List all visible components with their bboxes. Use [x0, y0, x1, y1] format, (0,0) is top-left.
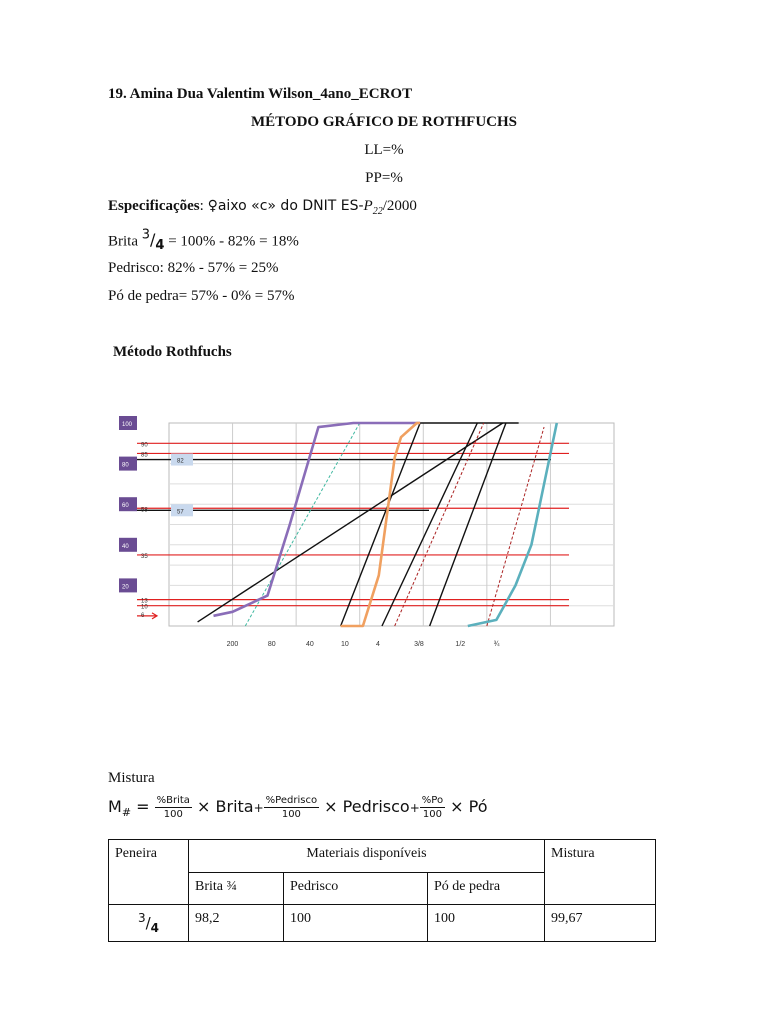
cell-pedrisco: 100	[284, 905, 428, 942]
specifications-text: ♀aixo «c» do DNIT ES-	[207, 198, 364, 214]
specifications-p: P	[363, 198, 373, 214]
cell-frac-num: 3	[137, 911, 146, 925]
y-badge-label: 60	[122, 503, 129, 510]
header-mistura: Mistura	[545, 840, 656, 905]
highlight-label-text: 57	[177, 509, 184, 516]
cell-po: 100	[428, 905, 545, 942]
x-tick-label: 200	[226, 641, 239, 648]
red-arrow	[137, 613, 157, 619]
specifications-p-sub: 22	[372, 206, 383, 217]
brita-label: Brita	[108, 233, 138, 250]
specifications-year: /2000	[382, 198, 417, 214]
header-materiais: Materiais disponíveis	[189, 840, 545, 873]
ll-line: LL=%	[364, 142, 404, 158]
rothfuchs-chart	[109, 398, 672, 705]
x-tick-label: 4	[375, 641, 380, 648]
frac-brita-den: 100	[163, 809, 183, 820]
y-badge-label: 100	[122, 422, 133, 428]
document-title: 19. Amina Dua Valentim Wilson_4ano_ECROT	[108, 86, 413, 102]
formula-plus-1: +	[253, 801, 264, 815]
cell-brita: 98,2	[189, 905, 284, 942]
y-badge-label: 20	[122, 584, 129, 591]
cell-frac-den: 4	[150, 921, 160, 935]
mixture-table	[108, 839, 656, 942]
pedrisco-line: Pedrisco: 82% - 57% = 25%	[108, 260, 279, 276]
specifications-colon: :	[199, 198, 204, 214]
y-tick-label: 90	[141, 442, 148, 449]
y-tick-label: 13	[141, 598, 148, 605]
formula-plus-2: +	[409, 801, 420, 815]
x-tick-label: 10	[341, 641, 349, 648]
x-tick-label: 80	[267, 641, 276, 648]
frac-po-den: 100	[422, 809, 442, 820]
subheader-pedrisco: Pedrisco	[284, 873, 428, 905]
x-tick-label: 40	[306, 641, 314, 648]
formula-pedrisco: Pedrisco	[342, 797, 410, 816]
method-title: MÉTODO GRÁFICO DE ROTHFUCHS	[251, 114, 517, 130]
mixture-formula	[108, 794, 488, 821]
frac-brita-num: %Brita	[156, 795, 190, 806]
subheader-po: Pó de pedra	[428, 873, 545, 905]
frac-po-num: %Po	[421, 795, 444, 806]
frac-pedrisco-den: 100	[281, 809, 301, 820]
y-tick-label: 35	[141, 553, 148, 560]
frac-pedrisco-num: %Pedrisco	[265, 795, 318, 806]
header-peneira: Peneira	[109, 840, 189, 905]
subheader-brita: Brita ¾	[189, 873, 284, 905]
x-tick-label: 3/8	[414, 641, 424, 648]
brita-value: = 100% - 82% = 18%	[168, 233, 299, 250]
po-line: Pó de pedra= 57% - 0% = 57%	[108, 288, 295, 304]
section-title: Método Rothfuchs	[113, 344, 232, 360]
formula-times-3: ×	[450, 797, 464, 816]
cell-mistura: 99,67	[545, 905, 656, 942]
formula-brita: Brita	[215, 797, 254, 816]
highlight-label-text: 82	[177, 458, 184, 465]
chart-svg	[109, 398, 672, 705]
specifications-line	[108, 198, 417, 217]
frac-brita	[155, 794, 192, 821]
black-diagonal	[198, 423, 503, 622]
y-tick-label: 58	[141, 507, 148, 514]
gradation-curve	[214, 423, 421, 616]
specifications-label: Especificações	[108, 198, 200, 214]
formula-po: Pó	[468, 797, 488, 816]
formula-m-sub: #	[121, 806, 132, 820]
x-tick-label: ¾	[493, 641, 500, 648]
formula-times-2: ×	[324, 797, 338, 816]
mixture-title: Mistura	[108, 770, 155, 786]
y-badge-label: 80	[122, 462, 129, 469]
x-tick-label: 1/2	[455, 641, 466, 648]
y-badge-label: 40	[122, 543, 129, 550]
y-tick-label: 6	[141, 612, 145, 619]
y-tick-label: 85	[141, 452, 148, 459]
frac-po	[420, 794, 445, 821]
pp-line: PP=%	[365, 170, 403, 186]
frac-pedrisco	[264, 794, 319, 821]
brita-frac-den: 4	[155, 238, 165, 254]
cell-peneira: $^3/_4$	[109, 905, 189, 942]
y-tick-label: 10	[141, 604, 148, 611]
brita-line: Brita $^3/_4 = 100\% - 82\% = 18\%$	[108, 228, 299, 254]
formula-times-1: ×	[197, 797, 211, 816]
formula-m: M	[108, 797, 122, 816]
formula-eq: =	[136, 797, 150, 816]
brita-frac-num: 3	[141, 228, 151, 243]
